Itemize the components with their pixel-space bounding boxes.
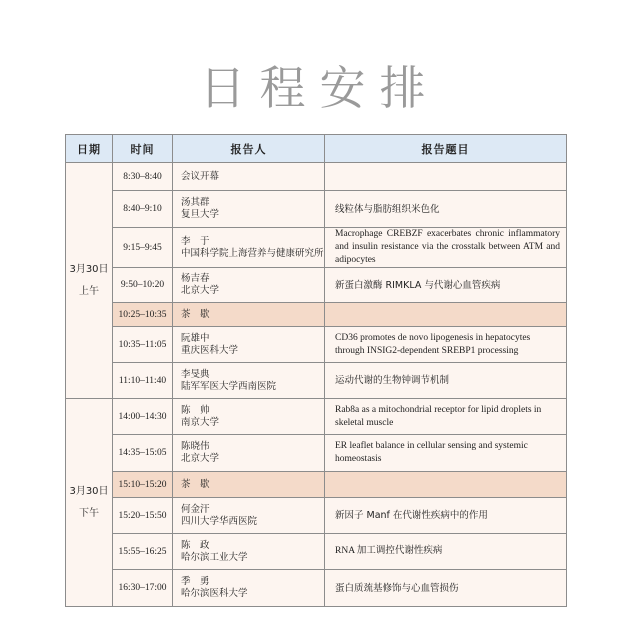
topic-cell: Macrophage CREBZF exacerbates chronic inflammatory and insulin resistance via the crosstalk between ATM and adipocytes [325, 228, 567, 268]
speaker-cell [173, 327, 325, 363]
speaker-name: 会议开幕 [181, 170, 220, 182]
topic-cell: 新因子 Manf 在代谢性疾病中的作用 [325, 498, 567, 534]
topic-cell: Rab8a as a mitochondrial receptor for lipid droplets in skeletal muscle [325, 399, 567, 435]
table-row [66, 363, 567, 399]
time-cell: 14:00–14:30 [113, 399, 173, 435]
table-row [66, 163, 567, 191]
table-row [66, 399, 567, 435]
speaker-cell [173, 228, 325, 268]
speaker-org: 北京大学 [181, 453, 220, 464]
topic-cell: 新蛋白激酶 RIMKLA 与代谢心血管疾病 [325, 268, 567, 303]
speaker-name: 陈 帅 [181, 404, 210, 416]
break-row [66, 303, 567, 327]
speaker-name: 陈 政 [181, 539, 210, 551]
time-cell: 9:15–9:45 [113, 228, 173, 268]
speaker-org: 中国科学院上海营养与健康研究所 [181, 247, 324, 259]
speaker-cell [173, 191, 325, 228]
speaker-org: 陆军军医大学西南医院 [181, 380, 277, 392]
speaker-org: 南京大学 [181, 416, 220, 428]
session-period: 上午 [79, 285, 99, 297]
speaker-org: 重庆医科大学 [181, 344, 239, 356]
table-row [66, 435, 567, 472]
speaker-org: 哈尔滨工业大学 [181, 551, 248, 563]
speaker-cell [173, 163, 325, 191]
table-row [66, 498, 567, 534]
table-row [66, 228, 567, 268]
time-cell: 8:40–9:10 [113, 191, 173, 228]
speaker-name: 阮雄中 [181, 332, 210, 344]
topic-cell: 蛋白质巯基修饰与心血管损伤 [325, 570, 567, 607]
header-topic: 报告题目 [325, 135, 567, 163]
topic-cell [325, 472, 567, 498]
topic-cell [325, 163, 567, 191]
time-cell: 10:35–11:05 [113, 327, 173, 363]
session-date: 3月30日 [69, 263, 109, 275]
speaker-name: 陈晓伟 [181, 441, 210, 452]
page-title: 日程安排 [199, 61, 440, 115]
table-row [66, 268, 567, 303]
time-cell: 11:10–11:40 [113, 363, 173, 399]
table-row [66, 327, 567, 363]
speaker-cell [173, 303, 325, 327]
speaker-cell [173, 435, 325, 472]
speaker-name: 季 勇 [181, 576, 210, 587]
speaker-org: 哈尔滨医科大学 [181, 588, 248, 599]
table-row [66, 191, 567, 228]
speaker-name: 茶 歇 [181, 478, 210, 490]
session-date-cell [66, 399, 113, 607]
table-row [66, 534, 567, 570]
header-time: 时间 [113, 135, 173, 163]
session-period: 下午 [79, 507, 99, 519]
speaker-name: 李 于 [181, 235, 210, 247]
speaker-cell [173, 399, 325, 435]
time-cell: 14:35–15:05 [113, 435, 173, 472]
time-cell: 15:55–16:25 [113, 534, 173, 570]
speaker-cell [173, 570, 325, 607]
speaker-cell [173, 534, 325, 570]
speaker-name: 何金汗 [181, 503, 210, 515]
topic-cell: 线粒体与脂肪组织米色化 [325, 191, 567, 228]
speaker-name: 李旻典 [181, 368, 210, 380]
speaker-org: 四川大学华西医院 [181, 515, 258, 527]
topic-cell [325, 303, 567, 327]
session-date-cell [66, 163, 113, 399]
speaker-name: 茶 歇 [181, 308, 210, 320]
topic-cell: CD36 promotes de novo lipogenesis in hepatocytes through INSIG2-dependent SREBP1 processing [325, 327, 567, 363]
speaker-org: 北京大学 [181, 285, 220, 296]
header-date: 日期 [66, 135, 113, 163]
time-cell: 15:20–15:50 [113, 498, 173, 534]
topic-cell: 运动代谢的生物钟调节机制 [325, 363, 567, 399]
table-header-row [66, 135, 567, 163]
time-cell: 8:30–8:40 [113, 163, 173, 191]
header-speaker: 报告人 [173, 135, 325, 163]
speaker-org: 复旦大学 [181, 209, 220, 220]
session-date: 3月30日 [69, 485, 109, 497]
break-row [66, 472, 567, 498]
speaker-cell [173, 268, 325, 303]
speaker-cell [173, 498, 325, 534]
topic-cell: ER leaflet balance in cellular sensing and systemic homeostasis [325, 435, 567, 472]
speaker-name: 杨吉春 [181, 273, 210, 284]
schedule-table [65, 134, 567, 607]
table-row [66, 570, 567, 607]
time-cell: 9:50–10:20 [113, 268, 173, 303]
speaker-cell [173, 363, 325, 399]
time-cell: 10:25–10:35 [113, 303, 173, 327]
topic-cell: RNA 加工调控代谢性疾病 [325, 534, 567, 570]
speaker-cell [173, 472, 325, 498]
time-cell: 16:30–17:00 [113, 570, 173, 607]
time-cell: 15:10–15:20 [113, 472, 173, 498]
speaker-name: 汤其群 [181, 197, 210, 208]
